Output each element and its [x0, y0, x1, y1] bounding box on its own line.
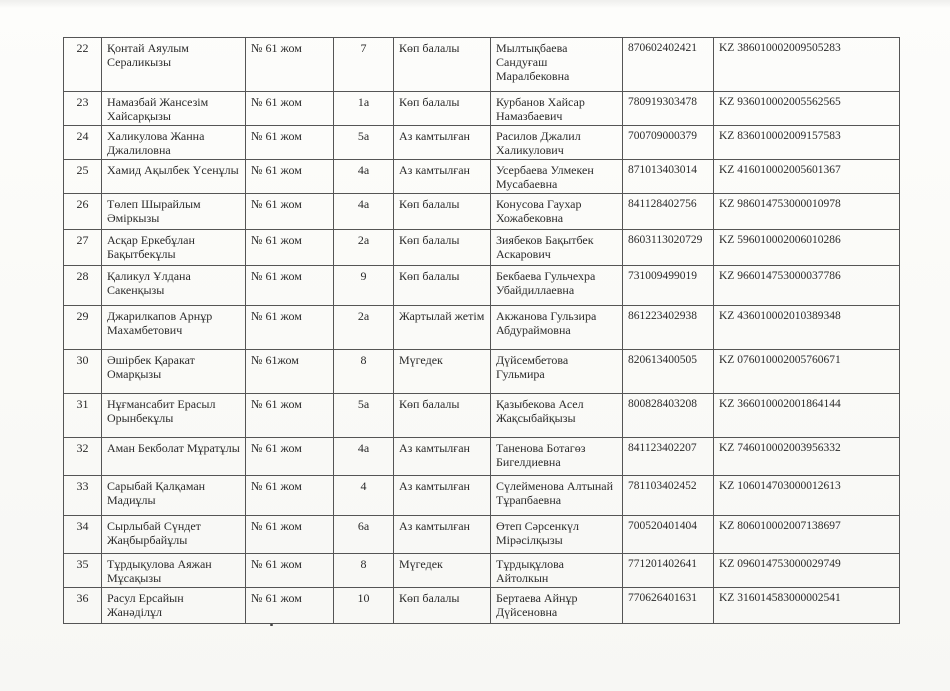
guardian-name-cell: Сүлейменова Алтынай Тұрапбаевна — [491, 476, 623, 516]
iin-cell: 8603113020729 — [623, 230, 714, 266]
table-row — [64, 394, 900, 438]
apartment-cell: 6а — [334, 516, 394, 554]
apartment-cell: 5а — [334, 394, 394, 438]
iban-cell: KZ 986014753000010978 — [714, 194, 900, 230]
row-number-cell: 30 — [64, 350, 102, 394]
table-row — [64, 306, 900, 350]
iin-cell: 700709000379 — [623, 126, 714, 160]
category-cell: Көп балалы — [394, 194, 491, 230]
child-name-cell: Сырлыбай Сүндет Жаңбырбайұлы — [102, 516, 246, 554]
apartment-cell: 1а — [334, 92, 394, 126]
beneficiary-table — [63, 37, 900, 624]
iban-cell: KZ 316014583000002541 — [714, 588, 900, 624]
school-address-cell: № 61 жом — [246, 160, 334, 194]
child-name-cell: Асқар Еркебұлан Бақытбекұлы — [102, 230, 246, 266]
category-cell: Көп балалы — [394, 588, 491, 624]
iban-cell: KZ 836010002009157583 — [714, 126, 900, 160]
iban-cell: KZ 076010002005760671 — [714, 350, 900, 394]
row-number-cell: 28 — [64, 266, 102, 306]
school-address-cell: № 61 жом — [246, 230, 334, 266]
table-row — [64, 350, 900, 394]
guardian-name-cell: Таненова Ботагөз Бигелдиевна — [491, 438, 623, 476]
iin-cell: 841123402207 — [623, 438, 714, 476]
apartment-cell: 2а — [334, 230, 394, 266]
iin-cell: 780919303478 — [623, 92, 714, 126]
category-cell: Көп балалы — [394, 266, 491, 306]
iin-cell: 700520401404 — [623, 516, 714, 554]
apartment-cell: 2а — [334, 306, 394, 350]
iban-cell: KZ 386010002009505283 — [714, 38, 900, 92]
guardian-name-cell: Зиябеков Бақытбек Аскарович — [491, 230, 623, 266]
category-cell: Көп балалы — [394, 92, 491, 126]
guardian-name-cell: Расилов Джалил Халикулович — [491, 126, 623, 160]
apartment-cell: 4а — [334, 194, 394, 230]
apartment-cell: 9 — [334, 266, 394, 306]
row-number-cell: 22 — [64, 38, 102, 92]
child-name-cell: Сарыбай Қалқаман Мадиұлы — [102, 476, 246, 516]
apartment-cell: 4а — [334, 160, 394, 194]
apartment-cell: 8 — [334, 554, 394, 588]
apartment-cell: 10 — [334, 588, 394, 624]
child-name-cell: Намазбай Жансезім Хайсарқызы — [102, 92, 246, 126]
row-number-cell: 26 — [64, 194, 102, 230]
iin-cell: 771201402641 — [623, 554, 714, 588]
child-name-cell: Аман Бекболат Мұратұлы — [102, 438, 246, 476]
iin-cell: 781103402452 — [623, 476, 714, 516]
apartment-cell: 4а — [334, 438, 394, 476]
apartment-cell: 8 — [334, 350, 394, 394]
iban-cell: KZ 746010002003956332 — [714, 438, 900, 476]
row-number-cell: 24 — [64, 126, 102, 160]
table-row — [64, 554, 900, 588]
iin-cell: 861223402938 — [623, 306, 714, 350]
iban-cell: KZ 596010002006010286 — [714, 230, 900, 266]
row-number-cell: 35 — [64, 554, 102, 588]
iin-cell: 871013403014 — [623, 160, 714, 194]
table-row — [64, 38, 900, 92]
school-address-cell: № 61 жом — [246, 92, 334, 126]
table-row — [64, 92, 900, 126]
guardian-name-cell: Өтеп Сәрсенкүл Мірәсілқызы — [491, 516, 623, 554]
apartment-cell: 5а — [334, 126, 394, 160]
guardian-name-cell: Акжанова Гульзира Абдураймовна — [491, 306, 623, 350]
apartment-cell: 7 — [334, 38, 394, 92]
school-address-cell: № 61 жом — [246, 516, 334, 554]
iban-cell: KZ 436010002010389348 — [714, 306, 900, 350]
table-row — [64, 266, 900, 306]
iin-cell: 841128402756 — [623, 194, 714, 230]
guardian-name-cell: Конусова Гаухар Хожабековна — [491, 194, 623, 230]
row-number-cell: 25 — [64, 160, 102, 194]
child-name-cell: Джарилкапов Арнұр Махамбетович — [102, 306, 246, 350]
iban-cell: KZ 806010002007138697 — [714, 516, 900, 554]
scan-speck — [270, 624, 273, 626]
table-row — [64, 516, 900, 554]
iin-cell: 870602402421 — [623, 38, 714, 92]
row-number-cell: 34 — [64, 516, 102, 554]
child-name-cell: Қаликул Ұлдана Сакенқызы — [102, 266, 246, 306]
iban-cell: KZ 966014753000037786 — [714, 266, 900, 306]
row-number-cell: 31 — [64, 394, 102, 438]
category-cell: Аз камтылған — [394, 516, 491, 554]
guardian-name-cell: Мылтықбаева Сандуғаш Маралбековна — [491, 38, 623, 92]
table-row — [64, 588, 900, 624]
iin-cell: 820613400505 — [623, 350, 714, 394]
child-name-cell: Қонтай Аяулым Сераликызы — [102, 38, 246, 92]
table-row — [64, 476, 900, 516]
row-number-cell: 33 — [64, 476, 102, 516]
row-number-cell: 32 — [64, 438, 102, 476]
category-cell: Аз камтылған — [394, 438, 491, 476]
row-number-cell: 36 — [64, 588, 102, 624]
child-name-cell: Расул Ерсайын Жанәділұл — [102, 588, 246, 624]
category-cell: Мүгедек — [394, 350, 491, 394]
row-number-cell: 29 — [64, 306, 102, 350]
child-name-cell: Тұрдықулова Аяжан Мұсақызы — [102, 554, 246, 588]
guardian-name-cell: Бертаева Айнұр Дүйсеновна — [491, 588, 623, 624]
category-cell: Көп балалы — [394, 230, 491, 266]
child-name-cell: Нұғмансабит Ерасыл Орынбекұлы — [102, 394, 246, 438]
school-address-cell: № 61 жом — [246, 588, 334, 624]
school-address-cell: № 61 жом — [246, 554, 334, 588]
category-cell: Жартылай жетім — [394, 306, 491, 350]
school-address-cell: № 61жом — [246, 350, 334, 394]
iin-cell: 731009499019 — [623, 266, 714, 306]
school-address-cell: № 61 жом — [246, 266, 334, 306]
school-address-cell: № 61 жом — [246, 38, 334, 92]
iban-cell: KZ 416010002005601367 — [714, 160, 900, 194]
school-address-cell: № 61 жом — [246, 476, 334, 516]
table-row — [64, 194, 900, 230]
category-cell: Аз камтылған — [394, 126, 491, 160]
guardian-name-cell: Курбанов Хайсар Намазбаевич — [491, 92, 623, 126]
table-row — [64, 438, 900, 476]
category-cell: Көп балалы — [394, 38, 491, 92]
school-address-cell: № 61 жом — [246, 394, 334, 438]
school-address-cell: № 61 жом — [246, 438, 334, 476]
guardian-name-cell: Дүйсембетова Гульмира — [491, 350, 623, 394]
scan-shadow — [0, 0, 950, 8]
iban-cell: KZ 936010002005562565 — [714, 92, 900, 126]
table-row — [64, 126, 900, 160]
apartment-cell: 4 — [334, 476, 394, 516]
table-row — [64, 160, 900, 194]
school-address-cell: № 61 жом — [246, 306, 334, 350]
row-number-cell: 23 — [64, 92, 102, 126]
iin-cell: 770626401631 — [623, 588, 714, 624]
child-name-cell: Төлеп Шырайлым Әміркызы — [102, 194, 246, 230]
child-name-cell: Халикулова Жанна Джалиловна — [102, 126, 246, 160]
child-name-cell: Әшірбек Қаракат Омарқызы — [102, 350, 246, 394]
row-number-cell: 27 — [64, 230, 102, 266]
iban-cell: KZ 096014753000029749 — [714, 554, 900, 588]
guardian-name-cell: Тұрдықұлова Айтолкын — [491, 554, 623, 588]
category-cell: Аз камтылған — [394, 476, 491, 516]
category-cell: Аз камтылған — [394, 160, 491, 194]
iin-cell: 800828403208 — [623, 394, 714, 438]
iban-cell: KZ 106014703000012613 — [714, 476, 900, 516]
table-row — [64, 230, 900, 266]
category-cell: Көп балалы — [394, 394, 491, 438]
category-cell: Мүгедек — [394, 554, 491, 588]
iban-cell: KZ 366010002001864144 — [714, 394, 900, 438]
guardian-name-cell: Қазыбекова Асел Жақсыбайқызы — [491, 394, 623, 438]
school-address-cell: № 61 жом — [246, 194, 334, 230]
guardian-name-cell: Усербаева Улмекен Мусабаевна — [491, 160, 623, 194]
school-address-cell: № 61 жом — [246, 126, 334, 160]
child-name-cell: Хамид Ақылбек Үсенұлы — [102, 160, 246, 194]
guardian-name-cell: Бекбаева Гульчехра Убайдиллаевна — [491, 266, 623, 306]
